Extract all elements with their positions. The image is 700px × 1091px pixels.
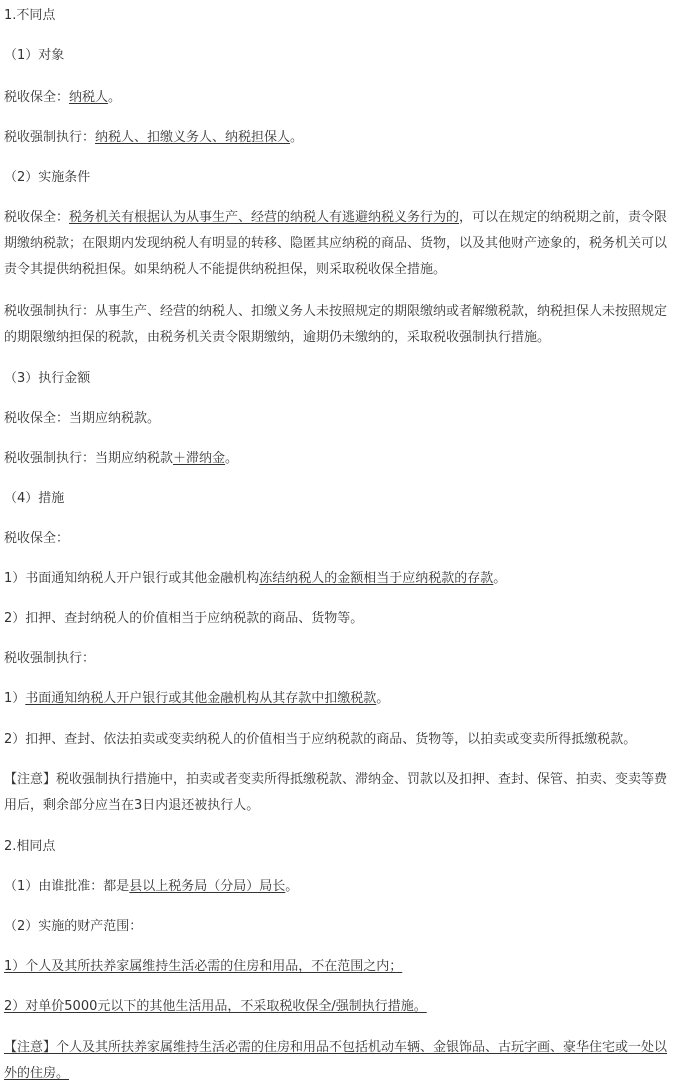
underlined-text: 纳税人、扣缴义务人、纳税担保人 bbox=[95, 130, 291, 145]
text: 税收保全： bbox=[4, 531, 70, 546]
underlined-text: 县以上税务局（分局）局长 bbox=[129, 879, 286, 894]
label: 税收强制执行：当期应纳税款 bbox=[4, 451, 174, 466]
label-measures-enforcement bbox=[4, 651, 95, 667]
list-item-preservation-2 bbox=[4, 611, 363, 627]
paragraph-conditions-preservation-line2 bbox=[4, 236, 667, 252]
text: 税收强制执行： bbox=[4, 651, 96, 666]
heading-text: 2.相同点 bbox=[4, 839, 56, 854]
text: 1） bbox=[4, 691, 26, 706]
note-1-line1 bbox=[4, 772, 667, 788]
text: ，可以在规定的纳税期之前，责令限 bbox=[459, 210, 668, 225]
label: 税收保全： bbox=[4, 90, 70, 105]
paragraph-approval bbox=[4, 879, 298, 895]
list-item-scope-2 bbox=[4, 999, 427, 1015]
underlined-text: 1）个人及其所扶养家属维持生活必需的住房和用品，不在范围之内； bbox=[4, 959, 403, 974]
text: 责令其提供纳税担保。如果纳税人不能提供纳税担保，则采取税收保全措施。 bbox=[4, 262, 447, 277]
subheading-amount bbox=[4, 371, 90, 387]
text: 税收强制执行：从事生产、经营的纳税人、扣缴义务人未按照规定的期限缴纳或者解缴税款，纳税担保人未按照规定 bbox=[4, 304, 668, 319]
paragraph-conditions-enforcement-line1 bbox=[4, 304, 667, 320]
subheading-conditions bbox=[4, 170, 90, 186]
punct: 。 bbox=[493, 571, 507, 586]
text: 的期限缴纳担保的税款，由税务机关责令限期缴纳，逾期仍未缴纳的，采取税收强制执行措施。 bbox=[4, 330, 551, 345]
punct: 。 bbox=[290, 130, 304, 145]
underlined-text: 书面通知纳税人开户银行或其他金融机构从其存款中扣缴税款 bbox=[25, 691, 377, 706]
text: 期缴纳税款；在限期内发现纳税人有明显的转移、隐匿其应纳税的商品、货物，以及其他财产迹象的，税务机关可以 bbox=[4, 236, 668, 251]
list-item-scope-1 bbox=[4, 959, 402, 975]
heading-text: （2）实施的财产范围： bbox=[4, 919, 143, 934]
section-heading-similarities bbox=[4, 839, 55, 855]
underlined-text: ＋滞纳金 bbox=[173, 451, 226, 466]
paragraph-object-preservation bbox=[4, 90, 121, 106]
list-item-enforcement-1 bbox=[4, 691, 389, 707]
subheading-measures bbox=[4, 491, 64, 507]
note-1-line2 bbox=[4, 798, 259, 814]
punct: 。 bbox=[108, 90, 122, 105]
label: 税收保全： bbox=[4, 210, 70, 225]
subheading-scope bbox=[4, 919, 142, 935]
paragraph-conditions-preservation-line3 bbox=[4, 262, 446, 278]
punct: 。 bbox=[285, 879, 299, 894]
label: 税收强制执行： bbox=[4, 130, 96, 145]
heading-text: （1）对象 bbox=[4, 48, 65, 63]
paragraph-conditions-preservation-line1 bbox=[4, 210, 667, 226]
heading-text: （2）实施条件 bbox=[4, 170, 91, 185]
heading-text: （4）措施 bbox=[4, 491, 65, 506]
text: 2）扣押、查封、依法拍卖或变卖纳税人的价值相当于应纳税款的商品、货物等，以拍卖或变卖所得抵缴税款。 bbox=[4, 732, 637, 747]
punct: 。 bbox=[376, 691, 390, 706]
text: 1）书面通知纳税人开户银行或其他金融机构 bbox=[4, 571, 260, 586]
label-measures-preservation bbox=[4, 531, 69, 547]
text: 税收保全：当期应纳税款。 bbox=[4, 411, 161, 426]
subheading-object bbox=[4, 48, 64, 64]
underlined-text: 纳税人 bbox=[69, 90, 109, 105]
underlined-text: 【注意】个人及其所扶养家属维持生活必需的住房和用品不包括机动车辆、金银饰品、古玩字画、豪华住宅或一处以 bbox=[4, 1040, 668, 1055]
note-2-line1 bbox=[4, 1040, 667, 1056]
underlined-text: 外的住房。 bbox=[4, 1066, 70, 1081]
heading-text: （3）执行金额 bbox=[4, 371, 91, 386]
paragraph-conditions-enforcement-line2 bbox=[4, 330, 550, 346]
paragraph-object-enforcement bbox=[4, 130, 303, 146]
text: 2）扣押、查封纳税人的价值相当于应纳税款的商品、货物等。 bbox=[4, 611, 364, 626]
section-heading-differences bbox=[4, 8, 55, 24]
text: （1）由谁批准：都是 bbox=[4, 879, 130, 894]
paragraph-amount-enforcement bbox=[4, 451, 238, 467]
punct: 。 bbox=[225, 451, 239, 466]
paragraph-amount-preservation bbox=[4, 411, 160, 427]
underlined-text: 冻结纳税人的金额相当于应纳税款的存款 bbox=[259, 571, 494, 586]
underlined-text: 税务机关有根据认为从事生产、经营的纳税人有逃避纳税义务行为的 bbox=[69, 210, 460, 225]
list-item-preservation-1 bbox=[4, 571, 506, 587]
text: 用后，剩余部分应当在3日内退还被执行人。 bbox=[4, 798, 260, 813]
heading-text: 1.不同点 bbox=[4, 8, 56, 23]
text: 【注意】税收强制执行措施中，拍卖或者变卖所得抵缴税款、滞纳金、罚款以及扣押、查封、保管、拍卖、变卖等费 bbox=[4, 772, 668, 787]
note-2-line2 bbox=[4, 1066, 69, 1082]
underlined-text: 2）对单价5000元以下的其他生活用品，不采取税收保全/强制执行措施。 bbox=[4, 999, 427, 1014]
list-item-enforcement-2 bbox=[4, 732, 636, 748]
